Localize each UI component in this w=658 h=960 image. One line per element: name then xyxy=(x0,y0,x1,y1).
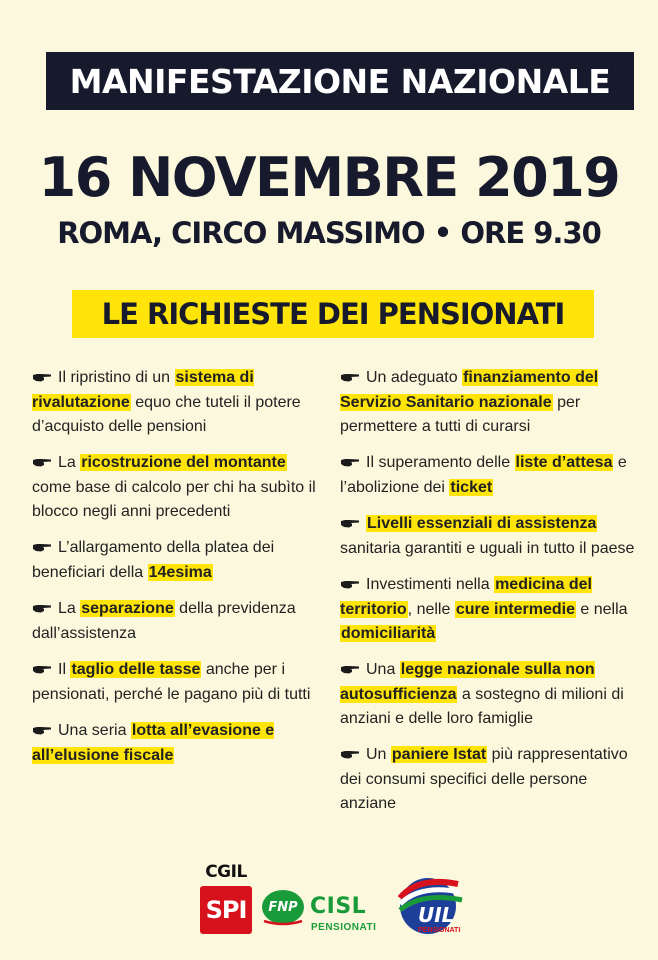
demand-text: La xyxy=(58,600,81,617)
pointing-hand-icon xyxy=(340,574,360,598)
highlighted-text: taglio delle tasse xyxy=(71,661,201,678)
demand-text: L’allargamento della platea dei beneficiari della xyxy=(32,539,275,581)
demand-item xyxy=(32,719,324,768)
demand-item xyxy=(340,573,640,646)
highlighted-text: paniere Istat xyxy=(391,746,487,763)
demand-text: più rappresentativo dei consumi specifici delle persone anziane xyxy=(340,746,628,812)
uil-logo-text: UIL xyxy=(418,903,455,927)
pointing-hand-icon xyxy=(32,720,52,744)
uil-pensionati-logo xyxy=(388,870,472,938)
pointing-hand-icon xyxy=(340,659,360,683)
demand-item xyxy=(32,451,324,524)
highlighted-text: cure intermedie xyxy=(455,601,575,618)
fnp-stripe-icon xyxy=(262,920,304,926)
pointing-hand-icon xyxy=(340,452,360,476)
highlighted-text: Livelli essenziali di assistenza xyxy=(367,515,597,532)
pointing-hand-icon xyxy=(32,659,52,683)
highlighted-text: legge nazionale sulla non autosufficienza xyxy=(340,661,595,703)
highlighted-text: finanziamento del Servizio Sanitario nazionale xyxy=(340,369,599,411)
demand-text: Un adeguato xyxy=(366,369,463,386)
demand-item xyxy=(340,451,640,500)
demand-text: Una xyxy=(366,661,400,678)
pointing-hand-icon xyxy=(340,744,360,768)
cgil-logo-text: CGIL xyxy=(205,862,247,882)
spi-logo-text: SPI xyxy=(200,886,252,934)
demands-heading: LE RICHIESTE DEI PENSIONATI xyxy=(72,290,594,338)
highlighted-text: ricostruzione del montante xyxy=(81,454,286,471)
demand-text: della previdenza dall’assistenza xyxy=(32,600,296,642)
event-date: 16 NOVEMBRE 2019 xyxy=(38,146,620,209)
demand-text: e l’abolizione dei xyxy=(340,454,627,496)
demand-text: a sostegno di milioni di anziani e delle loro famiglie xyxy=(340,686,624,727)
demands-left-column xyxy=(32,366,324,780)
highlighted-text: 14esima xyxy=(148,564,212,581)
demand-text: Il ripristino di un xyxy=(58,369,175,386)
demand-text: per permettere a tutti di curarsi xyxy=(340,394,581,435)
cgil-spi-logo xyxy=(200,862,252,932)
demand-item xyxy=(340,658,640,731)
pointing-hand-icon xyxy=(340,513,360,537)
demand-text: Una seria xyxy=(58,722,131,739)
union-logos xyxy=(0,856,658,946)
demand-text: equo che tuteli il potere d’acquisto delle pensioni xyxy=(32,394,301,435)
cisl-logo-text: CISL xyxy=(310,894,367,919)
highlighted-text: domiciliarità xyxy=(341,625,436,642)
demands-right-column xyxy=(340,366,640,828)
pointing-hand-icon xyxy=(32,598,52,622)
pointing-hand-icon xyxy=(32,367,52,391)
demand-item xyxy=(340,512,640,561)
highlighted-text: separazione xyxy=(81,600,174,617)
highlighted-text: ticket xyxy=(450,479,493,496)
demand-text: come base di calcolo per chi ha subìto il blocco negli anni precedenti xyxy=(32,479,316,520)
demand-item xyxy=(32,597,324,646)
uil-logo-subtitle: PENSIONATI xyxy=(418,927,461,934)
demand-item xyxy=(340,743,640,816)
demand-text: Il xyxy=(58,661,71,678)
event-banner: MANIFESTAZIONE NAZIONALE xyxy=(46,52,634,110)
cisl-logo-subtitle: PENSIONATI xyxy=(311,922,377,933)
demand-item xyxy=(32,366,324,439)
highlighted-text: medicina del territorio xyxy=(340,576,592,618)
event-place-time: ROMA, CIRCO MASSIMO • ORE 9.30 xyxy=(57,216,601,250)
pointing-hand-icon xyxy=(340,367,360,391)
demand-item xyxy=(32,536,324,585)
highlighted-text: lotta all’evasione e all’elusione fiscale xyxy=(32,722,275,764)
demand-item xyxy=(340,366,640,439)
pointing-hand-icon xyxy=(32,537,52,561)
demand-text: Il superamento delle xyxy=(366,454,515,471)
demand-text: Investimenti nella xyxy=(366,576,495,593)
demand-text: , nelle xyxy=(407,601,455,618)
highlighted-text: sistema di rivalutazione xyxy=(32,369,254,411)
demand-text: Un xyxy=(366,746,391,763)
demand-item xyxy=(32,658,324,707)
demand-text: La xyxy=(58,454,81,471)
demand-text: e nella xyxy=(575,601,628,618)
fnp-logo: FNP xyxy=(262,890,304,924)
demand-text: anche per i pensionati, perché le pagano più di tutti xyxy=(32,661,311,703)
highlighted-text: liste d’attesa xyxy=(515,454,613,471)
demand-text: sanitaria garantiti e uguali in tutto il paese xyxy=(340,540,635,557)
pointing-hand-icon xyxy=(32,452,52,476)
